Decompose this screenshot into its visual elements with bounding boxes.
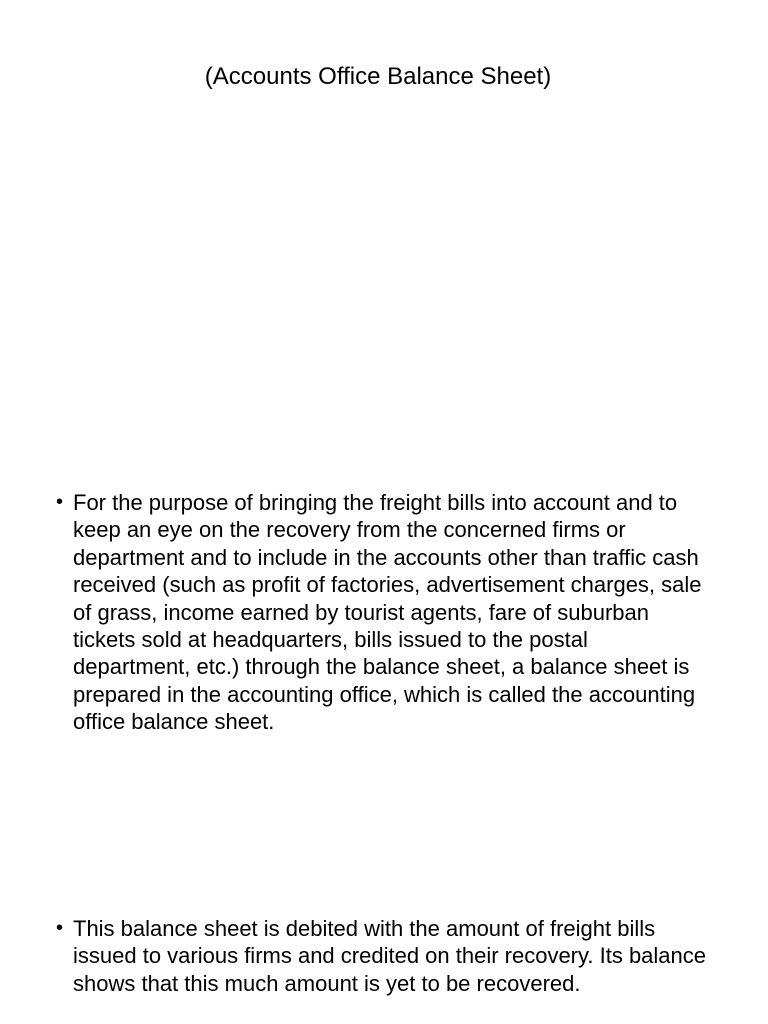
bullet-item-debit-credit: [56, 915, 708, 997]
bullet-text: This balance sheet is debited with the amount of freight bills issued to various firms and credited on their recovery. Its balance shows that this much amount is yet to be recovered.: [73, 916, 707, 996]
bullet-item-purpose: [56, 489, 708, 736]
bullet-marker: •: [56, 917, 64, 939]
bullet-marker: •: [56, 491, 64, 513]
page-title: (Accounts Office Balance Sheet): [204, 63, 552, 90]
bullet-text: For the purpose of bringing the freight bills into account and to keep an eye on the recovery from the concerned firms or department and to include in the accounts other than traffic cash received (such as profit of factories, advertisement charges, sale of grass, income earned by tourist agents, fare of suburban tickets sold at headquarters, bills issued to the postal department, etc.) through the balance sheet, a balance sheet is prepared in the accounting office, which is called the accounting office balance sheet.: [73, 490, 702, 735]
